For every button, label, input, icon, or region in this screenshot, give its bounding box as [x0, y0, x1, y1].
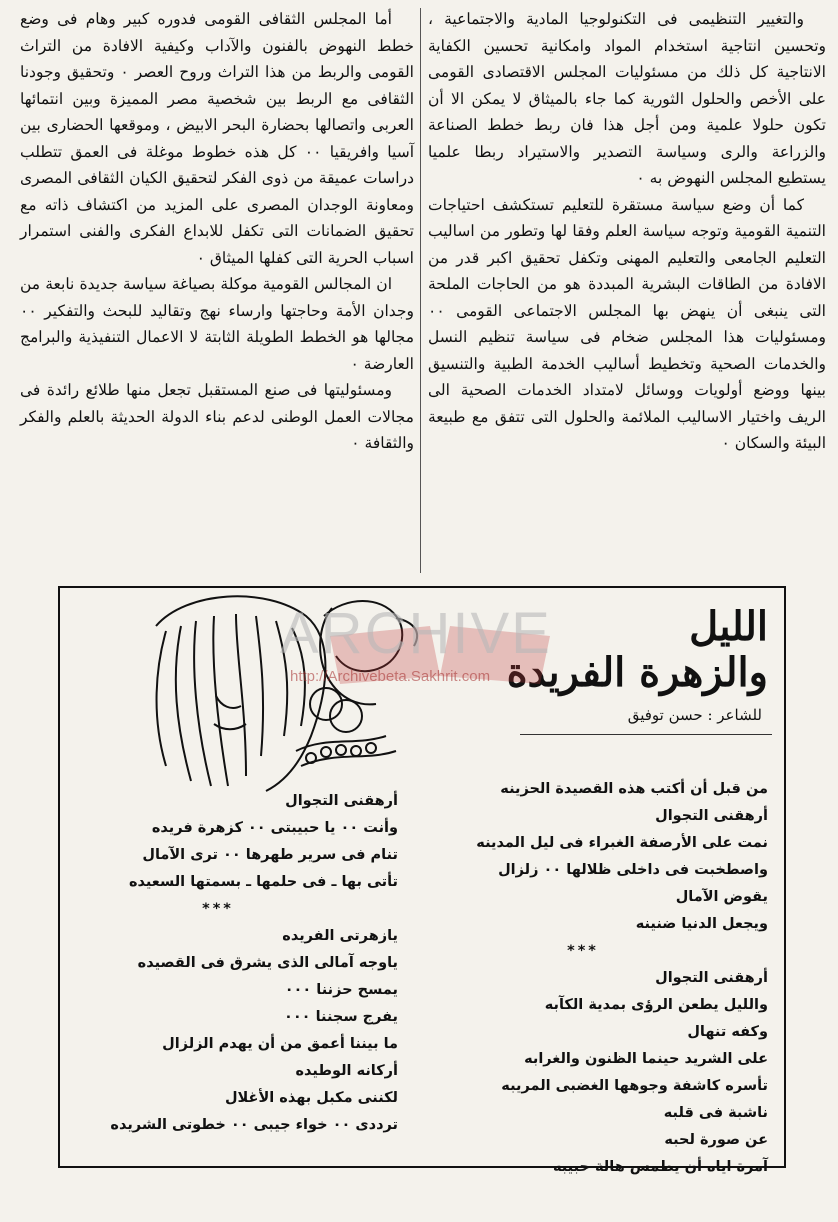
- verse-line: أركانه الوطيده: [295, 1063, 398, 1079]
- verse-line: ما بيننا أعمق من أن يهدم الزلزال: [162, 1036, 398, 1052]
- verse-line: أرهقنى التجوال: [285, 793, 398, 809]
- poem-verses-left: [98, 788, 398, 1139]
- stanza-separator: ***: [567, 943, 599, 959]
- verse-line: يازهرتى الفريده: [282, 928, 398, 944]
- verse-line: من قبل أن أكتب هذه القصيدة الحزينه: [500, 781, 768, 797]
- column-divider: [420, 8, 421, 573]
- article-paragraph: والتغيير التنظيمى فى التكنولوجيا المادية والاجتماعية ، وتحسين انتاجية استخدام المواد وامكانية تحسين الكفاية الانتاجية كل ذلك من مسئوليات المجلس الاقتصادى القومى على الأخص والحلول الثورية كما جاء بالميثاق لا يمكن الا أن تكون حلولا علمية ومن أجل هذا فان ربط خطط الصناعة والزراعة والرى وسياسة التصدير والاستيراد ربطا علميا يستطيع المجلس النهوض به ٠: [428, 10, 826, 187]
- stanza-separator: ***: [202, 901, 234, 917]
- article-column-left: [20, 6, 414, 457]
- verse-line: يقوض الآمال: [675, 889, 768, 905]
- verse-line: أرهقنى التجوال: [655, 970, 768, 986]
- article-paragraph: ومسئوليتها فى صنع المستقبل تجعل منها طلائع رائدة فى مجالات العمل الوطنى لدعم بناء الدولة الحديثة بالعلم والفكر والثقافة ٠: [20, 381, 414, 452]
- poem-title-line: والزهرة الفريدة: [506, 649, 768, 696]
- article-column-right: [428, 6, 826, 457]
- verse-line: وكفه تنهال: [687, 1024, 768, 1040]
- verse-line: ياوجه آمالى الذى يشرق فى القصيده: [137, 955, 398, 971]
- verse-line: يفرج سجننا ٠٠٠: [283, 1009, 398, 1025]
- verse-line: ترددى ٠٠ خواء جيبى ٠٠ خطوتى الشريده: [110, 1117, 398, 1133]
- verse-line: تأتى بها ـ فى حلمها ـ بسمتها السعيده: [128, 874, 398, 890]
- verse-line: آمرة اياه أن يطمس هالة حبيبه: [552, 1159, 768, 1175]
- verse-line: والليل يطعن الرؤى بمدية الكآبه: [544, 997, 768, 1013]
- verse-line: أرهقنى التجوال: [655, 808, 768, 824]
- verse-line: تأسره كاشفة وجوهها الغضبى المريبه: [501, 1078, 768, 1094]
- verse-line: تنام فى سرير طهرها ٠٠ ترى الآمال: [142, 847, 398, 863]
- poem-title-line: الليل: [689, 603, 768, 650]
- article-paragraph: أما المجلس الثقافى القومى فدوره كبير وهام فى وضع خطط النهوض بالفنون والآداب وكيفية الافادة من التراث القومى والربط من هذا التراث وروح العصر ٠ وتحقيق وجودنا الثقافى مع الربط بين شخصية مصر المميزة وبين انتمائها العربى واتصالها بحضارة البحر الابيض ، وموقعها الحضارى بين آسيا وافريقيا ٠٠ كل هذه خطوط موغلة فى العمق تتطلب دراسات عميقة من ذوى الفكر لتحقيق الكيان الثقافى المصرى ومعاونة الوجدان المصرى على المزيد من اكتشاف ذاته مع تحقيق الضمانات التى تكفل للابداع الفكرى والفنى استمرار اسباب الحرية التى كفلها الميثاق ٠: [20, 10, 414, 267]
- verse-line: وأنت ٠٠ يا حبيبتى ٠٠ كزهرة فريده: [151, 820, 398, 836]
- verse-line: ويجعل الدنيا ضنينه: [635, 916, 768, 932]
- verse-line: ناشبة فى قلبه: [663, 1105, 768, 1121]
- byline-underline: [520, 734, 772, 735]
- verse-line: يمسح حزننا ٠٠٠: [284, 982, 398, 998]
- poem-verses-right: [458, 776, 768, 1181]
- archive-watermark-text: ARCHIVE: [280, 601, 552, 666]
- verse-line: واصطخبت فى داخلى ظلالها ٠٠ زلزال: [498, 862, 768, 878]
- article-paragraph: كما أن وضع سياسة مستقرة للتعليم تستكشف احتياجات التنمية القومية وتوجه سياسة العلم وفقا لها وتطور من اساليب التعليم الجامعى والتعليم المهنى وتكفل تحقيق اكبر قدر من الافادة من الطاقات البشرية المبددة هو من الحاجات الملحة التى ينبغى أن ينهض بها المجلس الاجتماعى القومى ٠٠ ومسئوليات هذا المجلس ضخام فى سياسة تنظيم النسل والخدمات الصحية وتخطيط أساليب الخدمة الطبية والتنسيق بينها ووضع أولويات ووسائل لامتداد الخدمات الصحية الى الريف واختيار الاساليب الملائمة والحلول التى تتفق مع طبيعة البيئة والسكان ٠: [428, 195, 826, 452]
- archive-watermark-url: http://Archivebeta.Sakhrit.com: [290, 668, 491, 685]
- verse-line: لكننى مكبل بهذه الأغلال: [224, 1090, 398, 1106]
- verse-line: على الشريد حينما الظنون والغرابه: [524, 1051, 768, 1067]
- verse-line: عن صورة لحبه: [664, 1132, 768, 1148]
- article-paragraph: ان المجالس القومية موكلة بصياغة سياسة جديدة نابعة من وجدان الأمة وحاجتها وارساء نهج وتقاليد للبحث والتفكير ٠٠ مجالها هو الخطط الطويلة الثابتة لا الاعمال التنفيذية والبرامج العارضة ٠: [20, 275, 414, 373]
- verse-line: نمت على الأرصفة الغبراء فى ليل المدينه: [476, 835, 768, 851]
- poet-byline: للشاعر : حسن توفيق: [627, 706, 762, 724]
